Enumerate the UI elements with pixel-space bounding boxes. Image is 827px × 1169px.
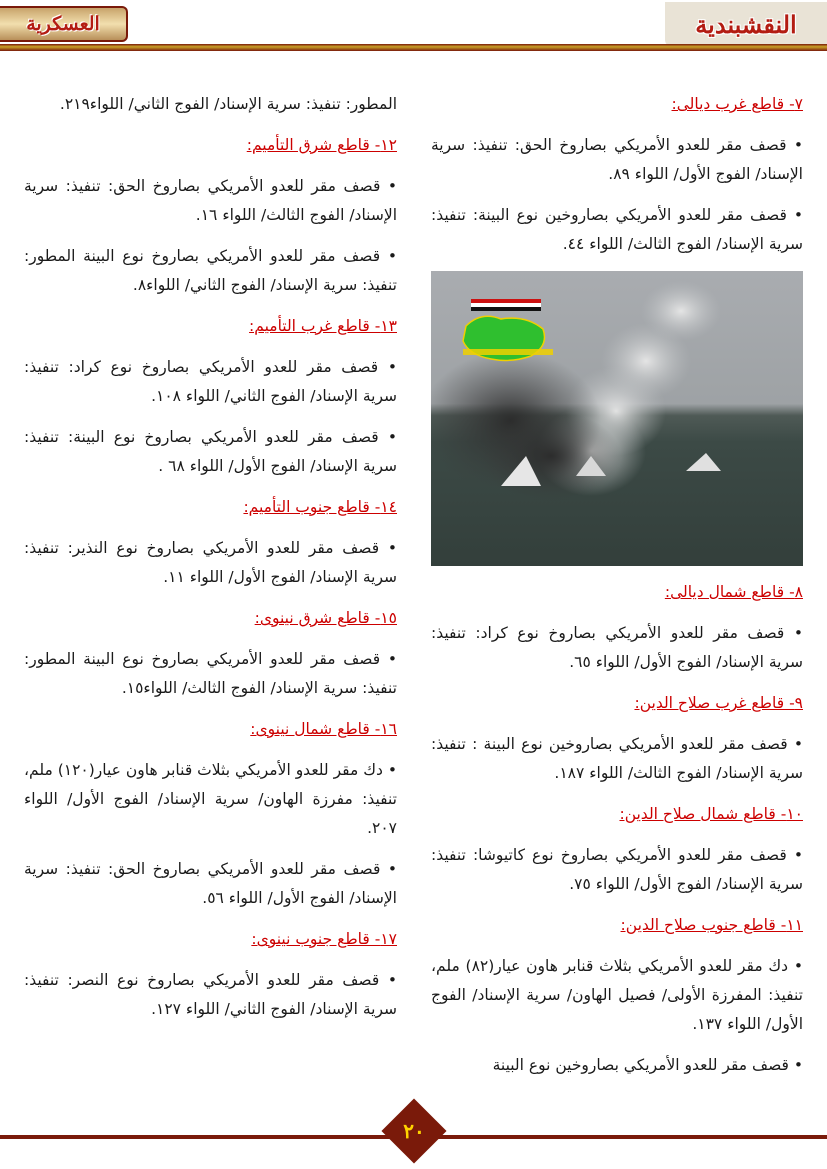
section-heading: ١١- قاطع جنوب صلاح الدين: <box>620 916 803 934</box>
report-item: • قصف مقر للعدو الأمريكي بصاروخ نوع كراد: تنفيذ: سرية الإسناد/ الفوج الأول/ اللواء ٦٥. <box>431 624 803 671</box>
report-item: • قصف مقر للعدو الأمريكي بصاروخ نوع البينة المطور: تنفيذ: سرية الإسناد/ الفوج الثالث/ اللواء١٥. <box>24 650 397 697</box>
report-item: • دك مقر للعدو الأمريكي بثلاث قنابر هاون عيار(٨٢) ملم، تنفيذ: المفرزة الأولى/ فصيل الهاون/ سرية الإسناد/ الفوج الأول/ اللواء ١٣٧. <box>431 957 803 1033</box>
section-heading: ١٢- قاطع شرق التأميم: <box>246 136 397 154</box>
report-item: • قصف مقر للعدو الأمريكي بصاروخ نوع البينة المطور: تنفيذ: سرية الإسناد/ الفوج الثاني/ اللواء٨. <box>24 247 397 294</box>
section-heading: ١٤- قاطع جنوب التأميم: <box>243 498 397 516</box>
section-heading: ٩- قاطع غرب صلاح الدين: <box>634 694 803 712</box>
report-item: • قصف مقر للعدو الأمريكي بصاروخ الحق: تنفيذ: سرية الإسناد/ الفوج الأول/ اللواء ٨٩. <box>431 136 803 183</box>
section-heading: ١٦- قاطع شمال نينوى: <box>250 720 397 738</box>
rocket-launch-illustration <box>431 271 803 566</box>
header-divider <box>0 44 827 51</box>
section-heading: ١٥- قاطع شرق نينوى: <box>254 609 397 627</box>
page-header <box>0 0 827 52</box>
rocket-launch-photo <box>431 271 803 566</box>
section-heading: ١٧- قاطع جنوب نينوى: <box>251 930 397 948</box>
report-item: • قصف مقر للعدو الأمريكي بصاروخ الحق: تنفيذ: سرية الإسناد/ الفوج الثالث/ اللواء ١٦. <box>24 177 397 224</box>
section-heading: ١٣- قاطع غرب التأميم: <box>249 317 397 335</box>
report-item: • قصف مقر للعدو الأمريكي بصاروخ نوع البينة: تنفيذ: سرية الإسناد/ الفوج الأول/ اللواء ٦٨ . <box>24 428 397 475</box>
report-item: • قصف مقر للعدو الأمريكي بصاروخ نوع النصر: تنفيذ: سرية الإسناد/ الفوج الثاني/ اللواء ١٢٧. <box>24 971 397 1018</box>
left-column <box>24 90 397 1036</box>
organization-logo <box>463 299 553 360</box>
right-column <box>431 90 803 1092</box>
report-item: • قصف مقر للعدو الأمريكي بصاروخين نوع البينة: تنفيذ: سرية الإسناد/ الفوج الثالث/ اللواء ٤٤. <box>431 206 803 253</box>
section-heading: ١٠- قاطع شمال صلاح الدين: <box>619 805 803 823</box>
section-heading: ٨- قاطع شمال ديالى: <box>664 583 803 601</box>
report-item: • قصف مقر للعدو الأمريكي بصاروخ نوع النذير: تنفيذ: سرية الإسناد/ الفوج الأول/ اللواء ١١. <box>24 539 397 586</box>
report-item: • قصف مقر للعدو الأمريكي بصاروخ الحق: تنفيذ: سرية الإسناد/ الفوج الأول/ اللواء ٥٦. <box>24 860 397 907</box>
magazine-title <box>665 2 827 46</box>
section-title-text: العسكرية <box>26 13 100 35</box>
report-item: • قصف مقر للعدو الأمريكي بصاروخين نوع البينة <box>492 1056 803 1074</box>
magazine-title-text: النقشبندية <box>695 9 797 39</box>
section-title-badge <box>0 6 128 42</box>
report-item: • قصف مقر للعدو الأمريكي بصاروخ نوع كراد: تنفيذ: سرية الإسناد/ الفوج الثاني/ اللواء ١٠٨. <box>24 358 397 405</box>
section-heading: ٧- قاطع غرب ديالى: <box>671 95 803 113</box>
report-item: • دك مقر للعدو الأمريكي بثلاث قنابر هاون عيار(١٢٠) ملم، تنفيذ: مفرزة الهاون/ سرية الإسناد/ الفوج الأول/ اللواء ٢٠٧. <box>24 761 397 837</box>
report-item: المطور: تنفيذ: سرية الإسناد/ الفوج الثاني/ اللواء٢١٩. <box>59 95 397 113</box>
page-number: ٢٠ <box>403 1119 425 1143</box>
report-item: • قصف مقر للعدو الأمريكي بصاروخين نوع البينة : تنفيذ: سرية الإسناد/ الفوج الثالث/ اللواء ١٨٧. <box>431 735 803 782</box>
report-item: • قصف مقر للعدو الأمريكي بصاروخ نوع كاتيوشا: تنفيذ: سرية الإسناد/ الفوج الأول/ اللواء ٧٥. <box>431 846 803 893</box>
